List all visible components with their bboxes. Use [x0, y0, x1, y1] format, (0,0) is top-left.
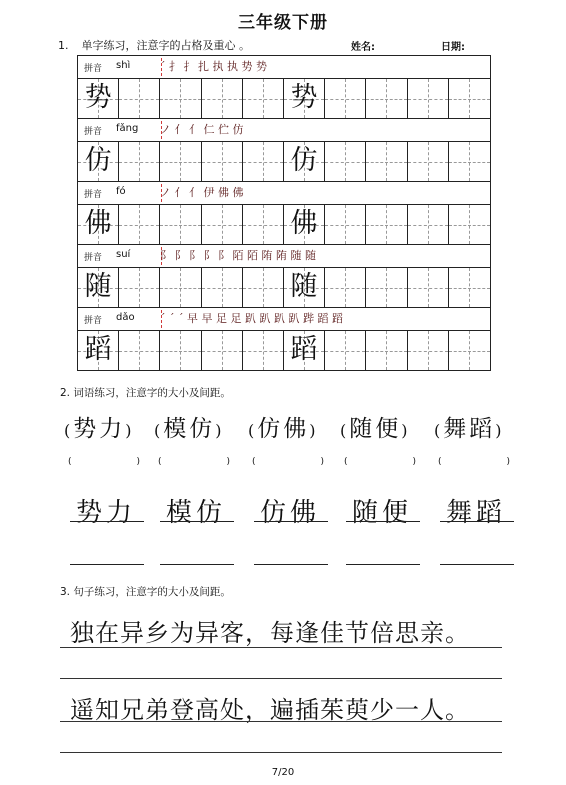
- writing-cell[interactable]: [408, 268, 449, 307]
- paren-close: ): [412, 457, 416, 467]
- writing-cell[interactable]: [449, 79, 490, 118]
- paren-close: ): [495, 421, 505, 440]
- writing-line[interactable]: [440, 564, 514, 565]
- writing-cell[interactable]: [202, 205, 243, 244]
- paren-open: (: [340, 421, 350, 440]
- paren-open: (: [68, 457, 72, 467]
- section1-number: 1.: [58, 39, 69, 52]
- vocab-model: 势力: [76, 498, 137, 528]
- writing-cell[interactable]: [408, 79, 449, 118]
- vocab-model: 随便: [352, 498, 413, 528]
- vocab-text: 随便: [349, 416, 402, 442]
- paren-close: ): [401, 421, 411, 440]
- paren-open: (: [64, 421, 74, 440]
- writing-line: [60, 752, 502, 753]
- vocab-text: 舞蹈: [443, 416, 496, 442]
- writing-line: [60, 647, 502, 648]
- vocab-word: [340, 410, 411, 443]
- paren-open: (: [434, 421, 444, 440]
- section2-instruction: 2. 词语练习，注意字的大小及间距。: [60, 387, 231, 399]
- writing-cell[interactable]: [119, 331, 160, 370]
- model-character: 佛: [290, 208, 318, 239]
- model-character: 蹈: [290, 334, 318, 365]
- writing-line[interactable]: [70, 564, 144, 565]
- model-character: 蹈: [84, 334, 112, 365]
- pinyin-value: dǎo: [116, 312, 135, 323]
- sentence-1: 独在异乡为异客，每逢佳节倍思亲。: [70, 619, 470, 647]
- writing-cell[interactable]: [160, 205, 201, 244]
- pinyin-label: 拼音: [84, 316, 103, 326]
- vocab-text: 势力: [73, 416, 126, 442]
- writing-cell[interactable]: [243, 331, 284, 370]
- paren-close: ): [136, 457, 140, 467]
- pinyin-row: [78, 56, 490, 79]
- stroke-order: ˊ ˊ ˊ 早 早 足 足 趴 趴 趴 趴 跸 蹈 蹈: [160, 312, 343, 325]
- writing-cell[interactable]: [284, 142, 325, 181]
- writing-line: [254, 521, 328, 522]
- model-character: 仿: [290, 145, 318, 176]
- model-character: 势: [84, 82, 112, 113]
- char-block: [78, 182, 490, 245]
- writing-cell[interactable]: [243, 79, 284, 118]
- paren-open: (: [158, 457, 162, 467]
- writing-cell[interactable]: [408, 331, 449, 370]
- paren-close: ): [309, 421, 319, 440]
- writing-cell[interactable]: [408, 205, 449, 244]
- model-character: 仿: [84, 145, 112, 176]
- model-character: 佛: [84, 208, 112, 239]
- pinyin-answer-slot[interactable]: [438, 457, 510, 467]
- section1-instruction: [58, 37, 250, 53]
- paren-close: ): [506, 457, 510, 467]
- vocab-text: 模仿: [163, 416, 216, 442]
- writing-cell[interactable]: [366, 205, 407, 244]
- char-block: [78, 308, 490, 370]
- writing-cell[interactable]: [78, 79, 119, 118]
- writing-cell[interactable]: [202, 268, 243, 307]
- pinyin-answer-slot[interactable]: [158, 457, 230, 467]
- writing-cell[interactable]: [202, 142, 243, 181]
- writing-cell[interactable]: [284, 331, 325, 370]
- char-row: [78, 205, 490, 245]
- pinyin-row: [78, 308, 490, 331]
- writing-cell[interactable]: [325, 331, 366, 370]
- paren-open: (: [252, 457, 256, 467]
- writing-cell[interactable]: [202, 79, 243, 118]
- writing-cell[interactable]: [284, 268, 325, 307]
- writing-cell[interactable]: [243, 268, 284, 307]
- writing-cell[interactable]: [366, 142, 407, 181]
- pinyin-row: [78, 245, 490, 268]
- writing-cell[interactable]: [119, 142, 160, 181]
- writing-cell[interactable]: [78, 142, 119, 181]
- writing-cell[interactable]: [160, 142, 201, 181]
- writing-cell[interactable]: [243, 142, 284, 181]
- writing-line: [60, 721, 502, 722]
- model-character: 势: [290, 82, 318, 113]
- writing-line[interactable]: [346, 564, 420, 565]
- writing-cell[interactable]: [78, 205, 119, 244]
- writing-cell[interactable]: [119, 205, 160, 244]
- writing-cell[interactable]: [284, 79, 325, 118]
- pinyin-value: fó: [116, 186, 126, 197]
- writing-cell[interactable]: [78, 331, 119, 370]
- stroke-order: 阝 阝 阝 阝 阝 陌 陌 陏 陏 随 随: [160, 249, 316, 262]
- date-label: 日期:: [441, 42, 465, 53]
- writing-cell[interactable]: [449, 142, 490, 181]
- char-row: [78, 268, 490, 308]
- writing-cell[interactable]: [243, 205, 284, 244]
- writing-cell[interactable]: [160, 331, 201, 370]
- writing-cell[interactable]: [449, 331, 490, 370]
- writing-line: [70, 521, 144, 522]
- page-title: 三年级下册: [238, 13, 328, 33]
- vocab-word: [248, 410, 319, 443]
- stroke-order: ノ 亻 亻 伊 佛 佛: [160, 186, 244, 199]
- pinyin-value: fǎng: [116, 123, 139, 134]
- writing-cell[interactable]: [325, 205, 366, 244]
- writing-cell[interactable]: [325, 268, 366, 307]
- writing-cell[interactable]: [408, 142, 449, 181]
- character-practice-grid: [77, 55, 491, 371]
- writing-line: [346, 521, 420, 522]
- page-number: 7/20: [271, 767, 295, 778]
- name-label: 姓名:: [351, 42, 375, 53]
- paren-open: (: [248, 421, 258, 440]
- writing-cell[interactable]: [325, 142, 366, 181]
- writing-line: [440, 521, 514, 522]
- model-character: 随: [84, 271, 112, 302]
- pinyin-label: 拼音: [84, 253, 103, 263]
- writing-cell[interactable]: [366, 268, 407, 307]
- writing-cell[interactable]: [160, 268, 201, 307]
- pinyin-row: [78, 182, 490, 205]
- writing-line[interactable]: [160, 564, 234, 565]
- stroke-order: ˊ 扌 扌 扎 执 执 势 势: [160, 60, 267, 73]
- vocab-model: 仿佛: [260, 498, 321, 528]
- writing-cell[interactable]: [366, 79, 407, 118]
- pinyin-answer-slot[interactable]: [68, 457, 140, 467]
- pinyin-label: 拼音: [84, 190, 103, 200]
- paren-open: (: [154, 421, 164, 440]
- char-row: [78, 331, 490, 370]
- vocab-model: 模仿: [166, 498, 227, 528]
- writing-cell[interactable]: [284, 205, 325, 244]
- pinyin-row: [78, 119, 490, 142]
- paren-open: (: [344, 457, 348, 467]
- vocab-word: [64, 410, 135, 443]
- vocab-word: [434, 410, 505, 443]
- pinyin-value: shì: [116, 60, 131, 71]
- writing-line: [60, 678, 502, 679]
- char-row: [78, 142, 490, 182]
- paren-close: ): [215, 421, 225, 440]
- stroke-order: ノ 亻 亻 仁 伫 仿: [160, 123, 244, 136]
- writing-cell[interactable]: [119, 268, 160, 307]
- vocab-text: 仿佛: [257, 416, 310, 442]
- pinyin-answer-slot[interactable]: [252, 457, 324, 467]
- char-block: [78, 245, 490, 308]
- char-block: [78, 56, 490, 119]
- pinyin-answer-slot[interactable]: [344, 457, 416, 467]
- paren-close: ): [226, 457, 230, 467]
- writing-cell[interactable]: [119, 79, 160, 118]
- pinyin-label: 拼音: [84, 127, 103, 137]
- pinyin-label: 拼音: [84, 64, 103, 74]
- vocab-word: [154, 410, 225, 443]
- vocab-model: 舞蹈: [446, 498, 507, 528]
- paren-close: ): [320, 457, 324, 467]
- writing-cell[interactable]: [449, 268, 490, 307]
- writing-cell[interactable]: [366, 331, 407, 370]
- paren-open: (: [438, 457, 442, 467]
- writing-cell[interactable]: [325, 79, 366, 118]
- sentence-2: 遥知兄弟登高处，遍插茱萸少一人。: [70, 696, 470, 724]
- writing-cell[interactable]: [160, 79, 201, 118]
- writing-line[interactable]: [254, 564, 328, 565]
- writing-cell[interactable]: [202, 331, 243, 370]
- char-block: [78, 119, 490, 182]
- writing-cell[interactable]: [78, 268, 119, 307]
- writing-cell[interactable]: [449, 205, 490, 244]
- writing-line: [160, 521, 234, 522]
- section1-text: 单字练习，注意字的占格及重心 。: [81, 39, 250, 52]
- model-character: 随: [290, 271, 318, 302]
- char-row: [78, 79, 490, 119]
- paren-close: ): [125, 421, 135, 440]
- section3-instruction: 3. 句子练习，注意字的大小及间距。: [60, 586, 231, 598]
- pinyin-value: suí: [116, 249, 131, 260]
